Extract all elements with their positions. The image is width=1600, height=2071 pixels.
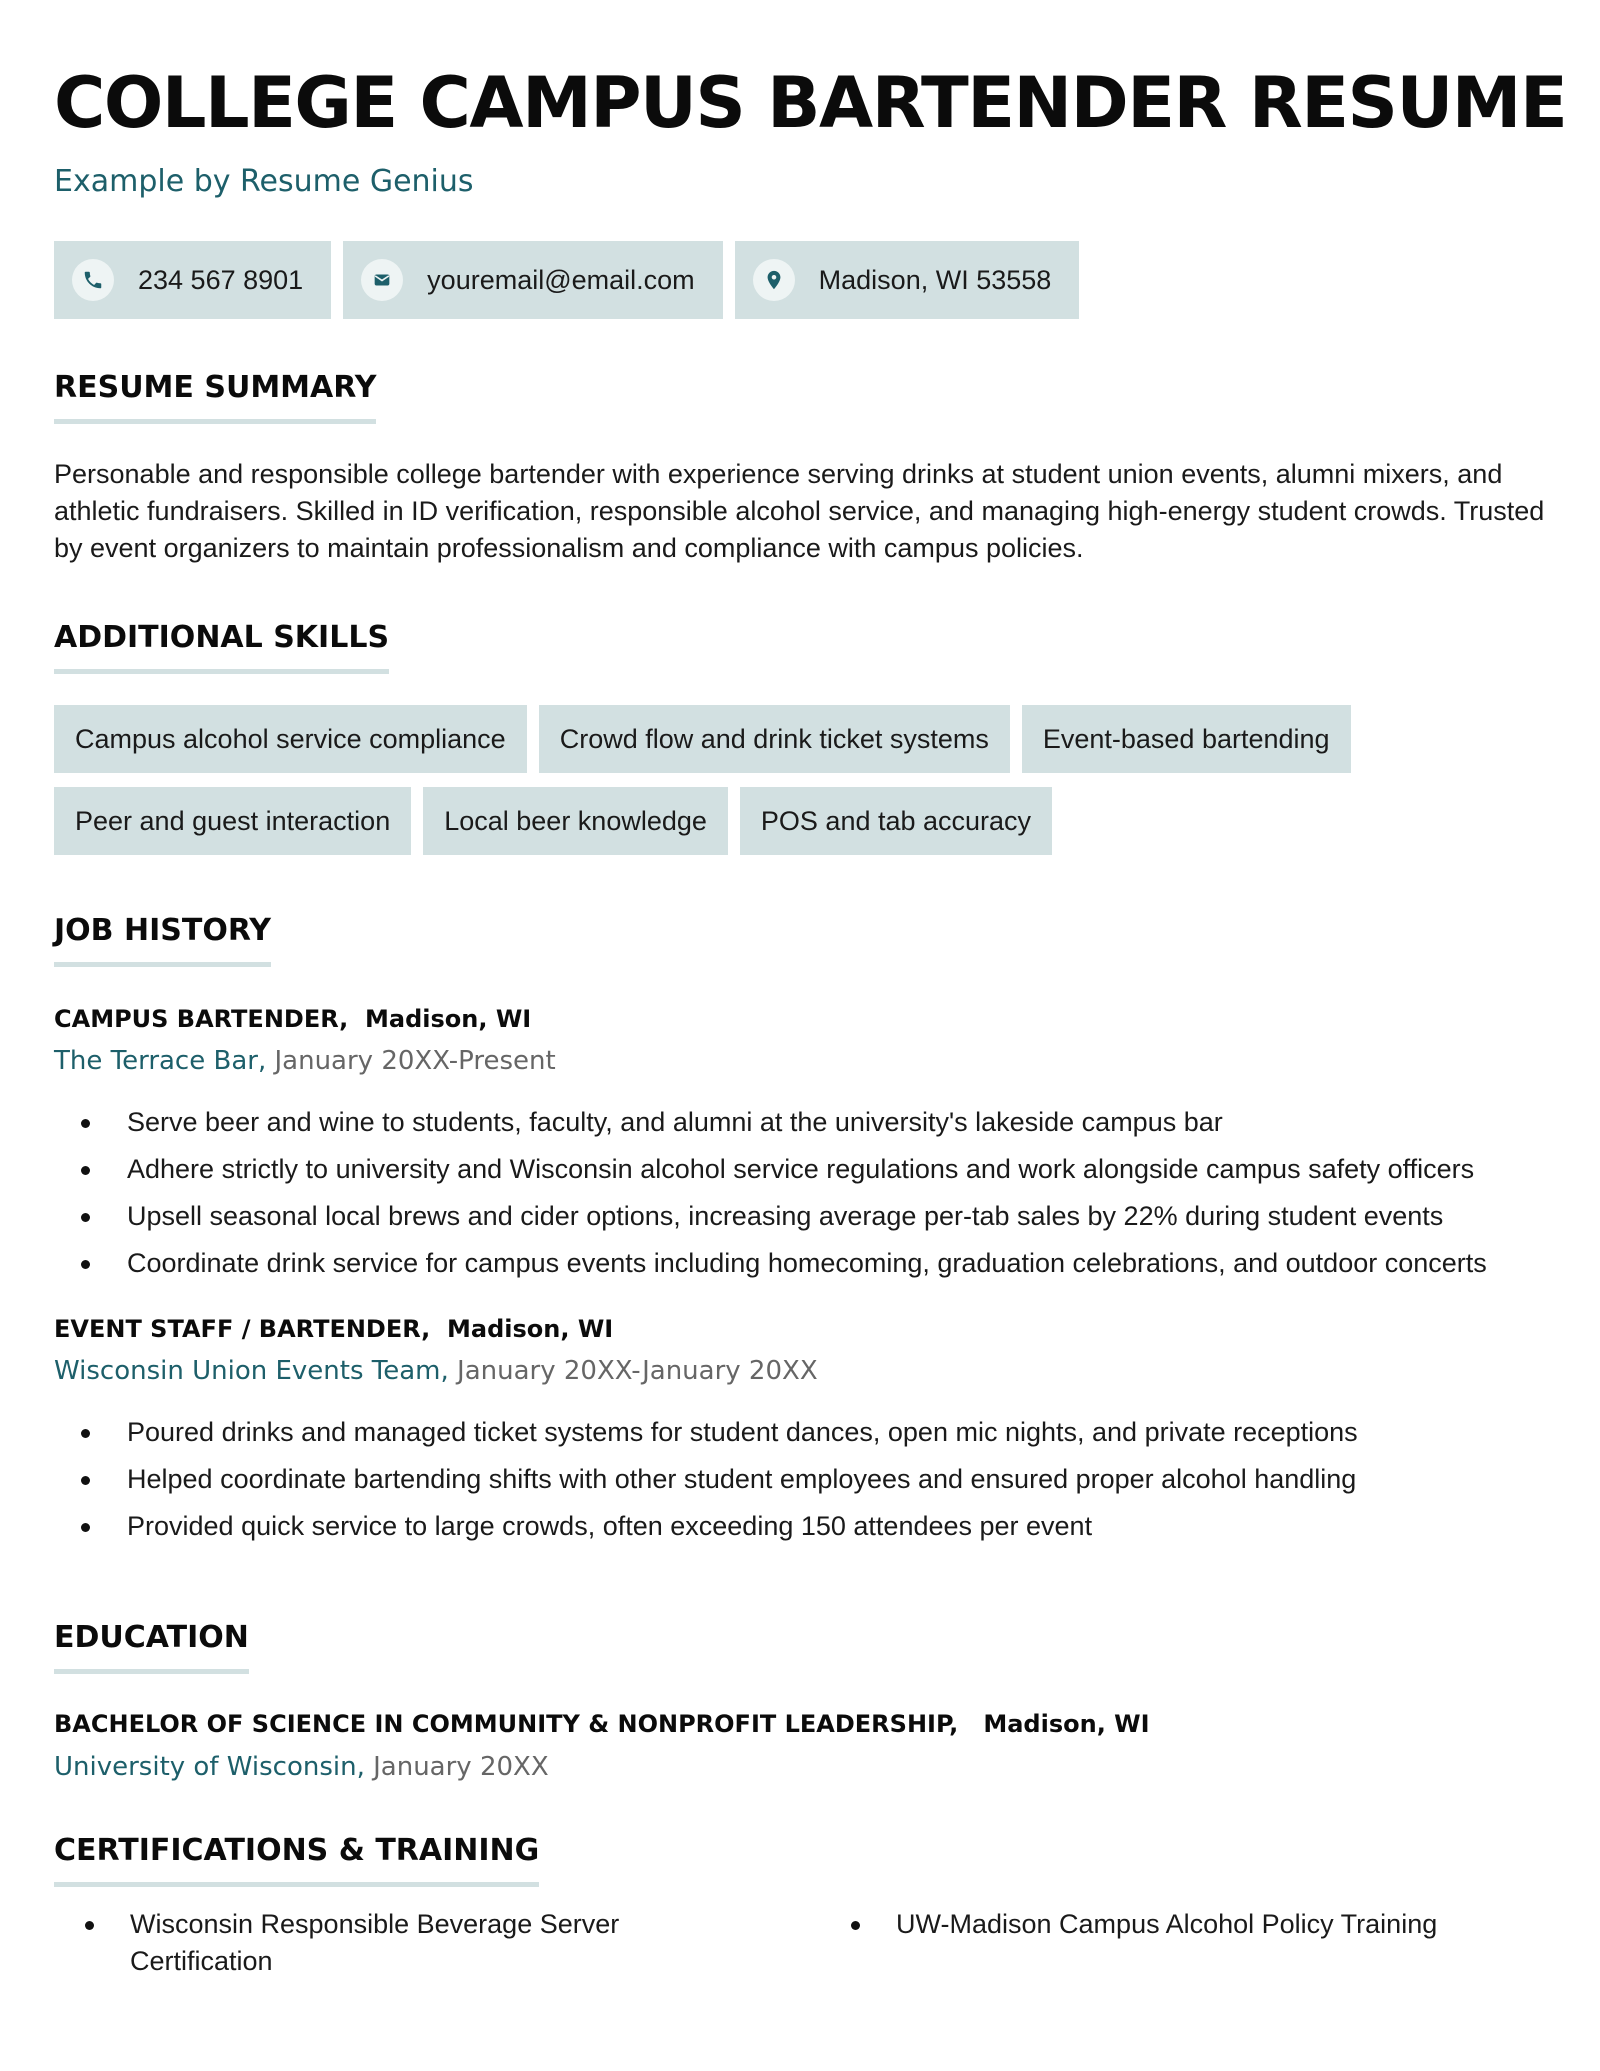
phone-number: 234 567 8901 <box>138 264 304 295</box>
job-bullets <box>54 1409 1554 1550</box>
skill-tag: POS and tab accuracy <box>740 787 1052 855</box>
job-role: CAMPUS BARTENDER, <box>54 1005 349 1033</box>
skill-tag: Peer and guest interaction <box>54 787 411 855</box>
certification-item: Wisconsin Responsible Beverage Server Certification <box>130 1906 650 1980</box>
contact-location <box>735 241 1080 319</box>
job-employer-line <box>54 1356 818 1386</box>
list-item: Poured drinks and managed ticket systems for student dances, open mic nights, and private receptions <box>54 1409 1554 1456</box>
resume-title: COLLEGE CAMPUS BARTENDER RESUME <box>54 62 1567 144</box>
job-location: Madison, WI <box>365 1005 532 1033</box>
job-location: Madison, WI <box>447 1315 614 1343</box>
degree-location: Madison, WI <box>983 1710 1150 1738</box>
list-item: Serve beer and wine to students, faculty, and alumni at the university's lakeside campus bar <box>54 1099 1554 1146</box>
phone-icon <box>72 259 114 301</box>
email-icon <box>361 259 403 301</box>
list-item: Adhere strictly to university and Wisconsin alcohol service regulations and work alongside campus safety officers <box>54 1146 1554 1193</box>
contact-phone <box>54 241 331 319</box>
resume-subtitle: Example by Resume Genius <box>54 164 474 199</box>
summary-text: Personable and responsible college bartender with experience serving drinks at student union events, alumni mixers, and athletic fundraisers. Skilled in ID verification, responsible alcohol service, and managing high-energy student crowds. Trusted by event organizers to maintain professionalism and compliance with campus policies. <box>54 459 1545 563</box>
job-title <box>54 1005 531 1033</box>
skill-tag: Event-based bartending <box>1022 705 1351 773</box>
list-item: Provided quick service to large crowds, often exceeding 150 attendees per event <box>54 1503 1554 1550</box>
skill-tag: Local beer knowledge <box>423 787 728 855</box>
email-address: youremail@email.com <box>427 264 695 295</box>
location-text: Madison, WI 53558 <box>818 264 1052 295</box>
degree-title <box>54 1710 1150 1738</box>
graduation-date: January 20XX <box>373 1752 549 1782</box>
job-bullets <box>54 1099 1554 1287</box>
degree-name: BACHELOR OF SCIENCE IN COMMUNITY & NONPROFIT LEADERSHIP, <box>54 1710 959 1738</box>
education-heading: EDUCATION <box>54 1620 249 1674</box>
skills-heading: ADDITIONAL SKILLS <box>54 620 389 674</box>
certification-item: UW-Madison Campus Alcohol Policy Training <box>896 1906 1536 1943</box>
skill-tag: Crowd flow and drink ticket systems <box>539 705 1010 773</box>
job-dates: January 20XX-Present <box>274 1046 556 1076</box>
certifications-heading: CERTIFICATIONS & TRAINING <box>54 1833 539 1887</box>
location-pin-icon <box>753 259 795 301</box>
skill-tag: Campus alcohol service compliance <box>54 705 527 773</box>
school-line <box>54 1752 549 1782</box>
list-item: Helped coordinate bartending shifts with other student employees and ensured proper alcohol handling <box>54 1456 1554 1503</box>
contact-email <box>343 241 722 319</box>
summary-heading: RESUME SUMMARY <box>54 370 376 424</box>
contact-bar <box>54 241 1079 319</box>
job-history-heading: JOB HISTORY <box>54 913 271 967</box>
job-dates: January 20XX-January 20XX <box>457 1356 818 1386</box>
list-item: Upsell seasonal local brews and cider options, increasing average per-tab sales by 22% during student events <box>54 1193 1554 1240</box>
job-employer: Wisconsin Union Events Team, <box>54 1356 449 1386</box>
list-item: Coordinate drink service for campus events including homecoming, graduation celebrations, and outdoor concerts <box>54 1240 1554 1287</box>
skills-row-1 <box>54 705 1351 773</box>
job-title <box>54 1315 613 1343</box>
job-employer-line <box>54 1046 556 1076</box>
job-employer: The Terrace Bar, <box>54 1046 267 1076</box>
skills-row-2 <box>54 787 1052 855</box>
school-name: University of Wisconsin, <box>54 1752 365 1782</box>
job-role: EVENT STAFF / BARTENDER, <box>54 1315 431 1343</box>
